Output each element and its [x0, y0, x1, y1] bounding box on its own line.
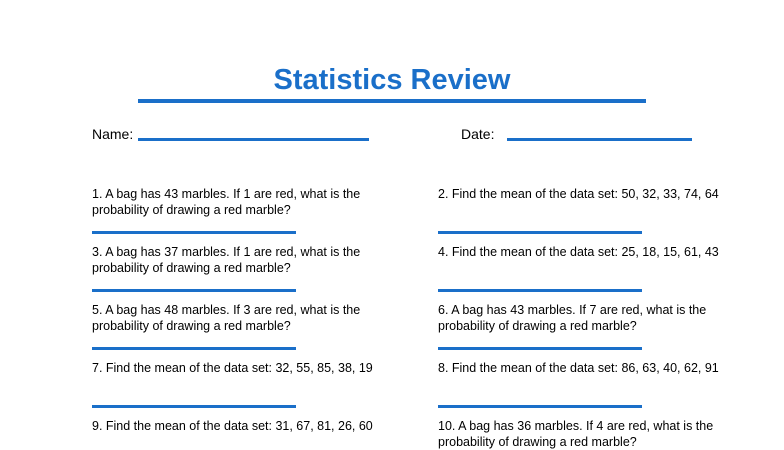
answer-line-3[interactable]	[92, 289, 296, 292]
question-8: 8. Find the mean of the data set: 86, 63, 40, 62, 91	[438, 361, 719, 375]
answer-line-2[interactable]	[438, 231, 642, 234]
answer-line-4[interactable]	[438, 289, 642, 292]
answer-line-1[interactable]	[92, 231, 296, 234]
question-9: 9. Find the mean of the data set: 31, 67, 81, 26, 60	[92, 419, 373, 433]
answer-line-6[interactable]	[438, 347, 642, 350]
answer-line-5[interactable]	[92, 347, 296, 350]
question-4: 4. Find the mean of the data set: 25, 18, 15, 61, 43	[438, 245, 719, 259]
date-answer-line[interactable]	[507, 138, 692, 141]
question-5: 5. A bag has 48 marbles. If 3 are red, what is the probability of drawing a red marble?	[92, 303, 361, 333]
name-answer-line[interactable]	[138, 138, 369, 141]
name-label: Name:	[92, 126, 134, 142]
answer-line-8[interactable]	[438, 405, 642, 408]
question-7: 7. Find the mean of the data set: 32, 55, 85, 38, 19	[92, 361, 373, 375]
question-10: 10. A bag has 36 marbles. If 4 are red, what is the probability of drawing a red marble?	[438, 419, 714, 449]
question-1: 1. A bag has 43 marbles. If 1 are red, what is the probability of drawing a red marble?	[92, 187, 361, 217]
question-3: 3. A bag has 37 marbles. If 1 are red, what is the probability of drawing a red marble?	[92, 245, 361, 275]
worksheet-title: Statistics Review	[273, 64, 511, 96]
title-underline	[138, 99, 646, 103]
answer-line-7[interactable]	[92, 405, 296, 408]
question-2: 2. Find the mean of the data set: 50, 32, 33, 74, 64	[438, 187, 719, 201]
date-label: Date:	[461, 126, 495, 142]
question-6: 6. A bag has 43 marbles. If 7 are red, what is the probability of drawing a red marble?	[438, 303, 707, 333]
